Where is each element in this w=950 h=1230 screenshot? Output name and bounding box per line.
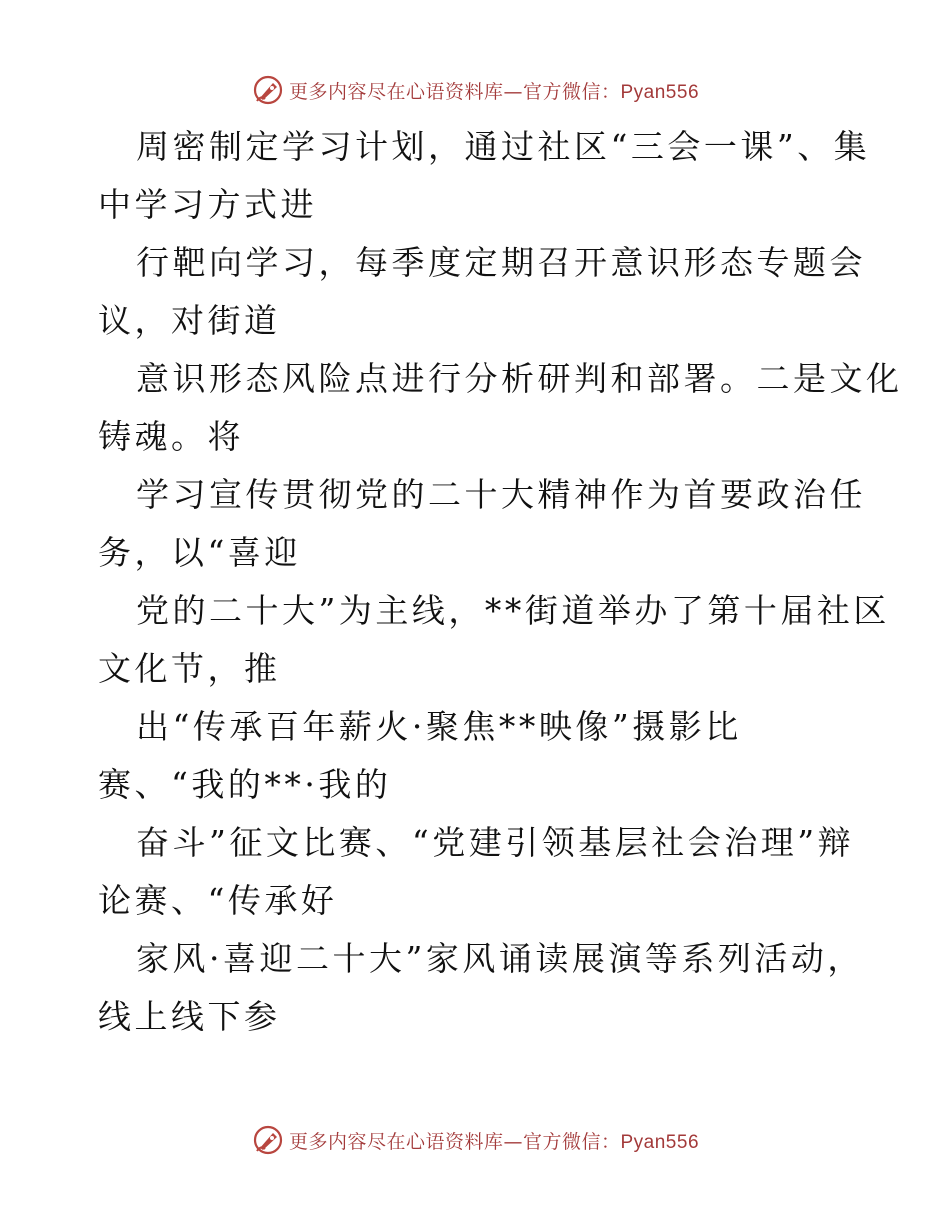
body-line: 意识形态风险点进行分析研判和部署。二是文化: [136, 359, 903, 398]
body-line: 党的二十大”为主线，**街道举办了第十届社区: [136, 591, 890, 630]
body-line: 文化节，推: [98, 649, 281, 688]
watermark-brand: 更多内容尽在心语资料库: [288, 1130, 504, 1153]
watermark-dash: —: [503, 80, 523, 103]
body-line: 中学习方式进: [98, 185, 317, 224]
pen-nib-logo-icon: [251, 73, 285, 107]
watermark-wechat-label: 官方微信：: [522, 80, 621, 103]
watermark-wechat-handle: Pyan556: [620, 81, 700, 103]
pen-nib-logo-icon: [251, 1123, 285, 1157]
body-line: 议，对街道: [98, 301, 281, 340]
watermark-wechat-label: 官方微信：: [522, 1130, 621, 1153]
body-line: 铸魂。将: [98, 417, 244, 456]
body-line: 务，以“喜迎: [98, 533, 301, 572]
body-line: 奋斗”征文比赛、“党建引领基层社会治理”辩: [136, 823, 855, 862]
body-line: 周密制定学习计划，通过社区“三会一课”、集: [136, 127, 871, 166]
watermark-text: [289, 77, 699, 104]
body-line: 行靶向学习，每季度定期召开意识形态专题会: [136, 243, 866, 282]
body-line: 论赛、“传承好: [98, 881, 338, 920]
watermark-wechat-handle: Pyan556: [620, 1131, 700, 1153]
body-line: 线上线下参: [98, 997, 281, 1036]
watermark-dash: —: [503, 1130, 523, 1153]
watermark-brand: 更多内容尽在心语资料库: [288, 80, 504, 103]
header-watermark: [0, 70, 950, 110]
footer-watermark: [0, 1120, 950, 1160]
body-line: 赛、“我的**·我的: [98, 765, 392, 804]
document-body: [98, 118, 903, 1046]
body-line: 出“传承百年薪火·聚焦**映像”摄影比: [136, 707, 742, 746]
watermark-text: [289, 1127, 699, 1154]
body-line: 学习宣传贯彻党的二十大精神作为首要政治任: [136, 475, 866, 514]
body-line: 家风·喜迎二十大”家风诵读展演等系列活动，: [136, 939, 864, 978]
